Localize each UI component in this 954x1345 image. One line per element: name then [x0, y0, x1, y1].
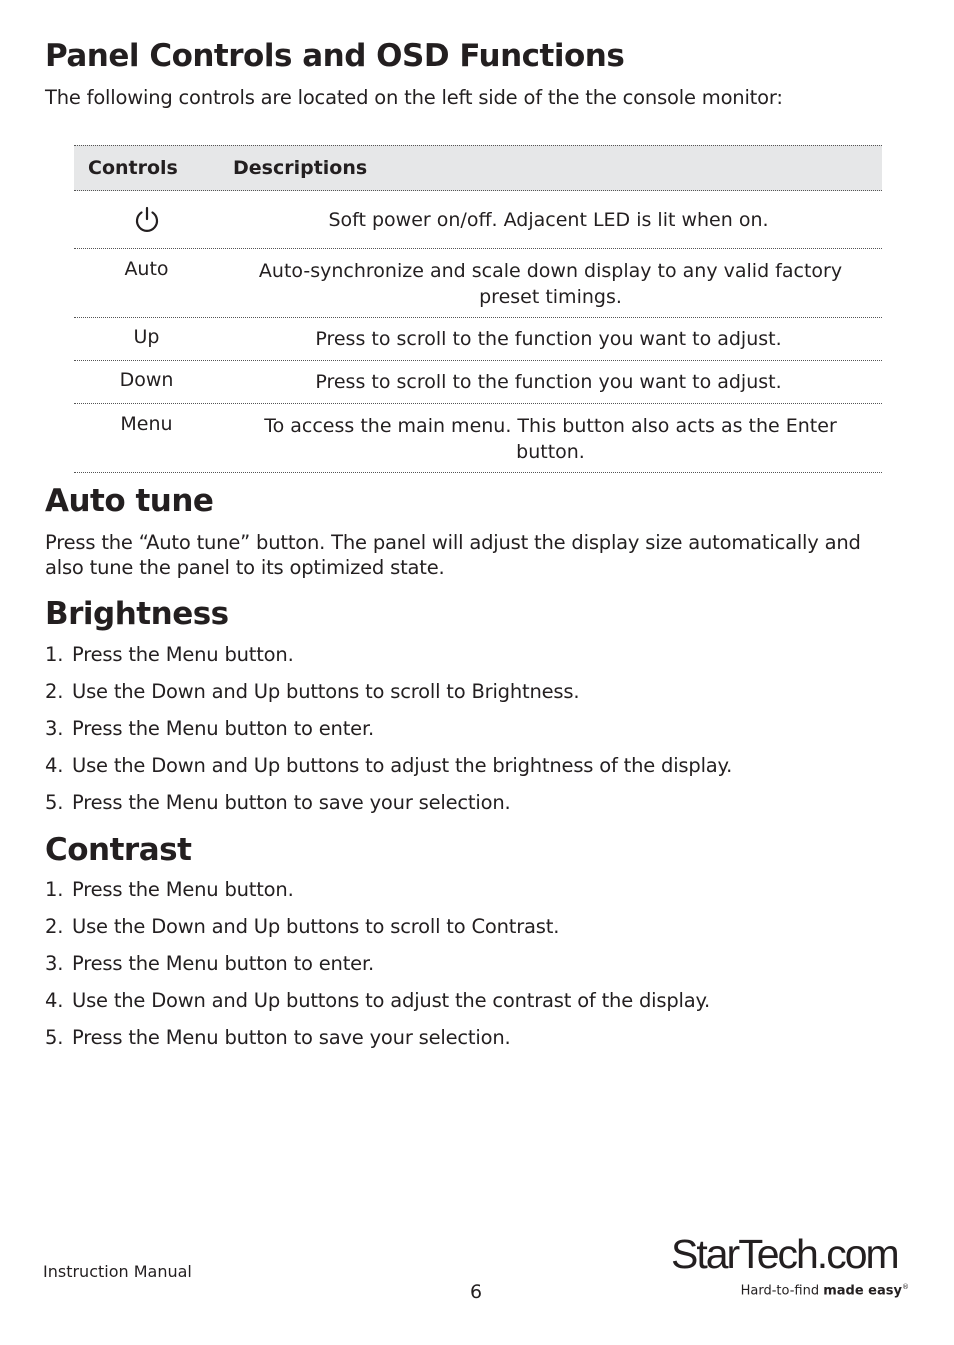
power-icon [133, 205, 161, 235]
controls-table [74, 145, 882, 473]
row-control: Auto [124, 258, 169, 280]
auto-tune-text: Press the “Auto tune” button. The panel will adjust the display size automatically and also tune the panel to its optimized state. [45, 531, 861, 579]
power-cell [74, 205, 219, 235]
row-control: Up [133, 326, 160, 348]
list-item: 4. Use the Down and Up buttons to adjust the brightness of the display. [45, 754, 733, 777]
row-description: To access the main menu. This button also acts as the Enter button. [264, 415, 837, 463]
table-row [74, 191, 882, 249]
row-description: Soft power on/off. Adjacent LED is lit when on. [328, 208, 769, 231]
row-description: Press to scroll to the function you want to adjust. [315, 328, 782, 350]
brightness-heading: Brightness [45, 596, 229, 632]
list-item: 3. Press the Menu button to enter. [45, 952, 374, 975]
list-item: 5. Press the Menu button to save your selection. [45, 791, 511, 814]
row-description: Press to scroll to the function you want to adjust. [315, 371, 782, 393]
brightness-steps [45, 644, 732, 829]
list-item: 3. Press the Menu button to enter. [45, 717, 374, 740]
contrast-steps [45, 879, 710, 1064]
logo-text: StarTech.com [671, 1231, 898, 1277]
table-row [74, 249, 882, 318]
row-control: Menu [120, 413, 173, 435]
row-description: Auto-synchronize and scale down display to any valid factory preset timings. [258, 260, 843, 308]
list-item: 1. Press the Menu button. [45, 643, 294, 666]
list-item: 4. Use the Down and Up buttons to adjust the contrast of the display. [45, 989, 711, 1012]
footer-label: Instruction Manual [43, 1262, 192, 1281]
table-row [74, 318, 882, 361]
list-item: 2. Use the Down and Up buttons to scroll to Brightness. [45, 680, 580, 703]
header-descriptions: Descriptions [233, 157, 368, 179]
row-control: Down [119, 369, 174, 391]
contrast-heading: Contrast [45, 832, 192, 868]
startech-logo [671, 1231, 911, 1306]
page-number: 6 [470, 1281, 483, 1303]
table-header [74, 145, 882, 191]
header-controls: Controls [88, 157, 178, 179]
list-item: 1. Press the Menu button. [45, 878, 294, 901]
page-title: Panel Controls and OSD Functions [45, 38, 625, 74]
logo-wordmark [671, 1231, 898, 1278]
table-row [74, 404, 882, 473]
list-item: 2. Use the Down and Up buttons to scroll to Contrast. [45, 915, 560, 938]
list-item: 5. Press the Menu button to save your selection. [45, 1026, 511, 1049]
auto-tune-heading: Auto tune [45, 483, 214, 519]
logo-tagline: Hard-to-find made easy® [740, 1283, 909, 1299]
intro-text: The following controls are located on the left side of the the console monitor: [45, 86, 783, 109]
table-row [74, 361, 882, 404]
